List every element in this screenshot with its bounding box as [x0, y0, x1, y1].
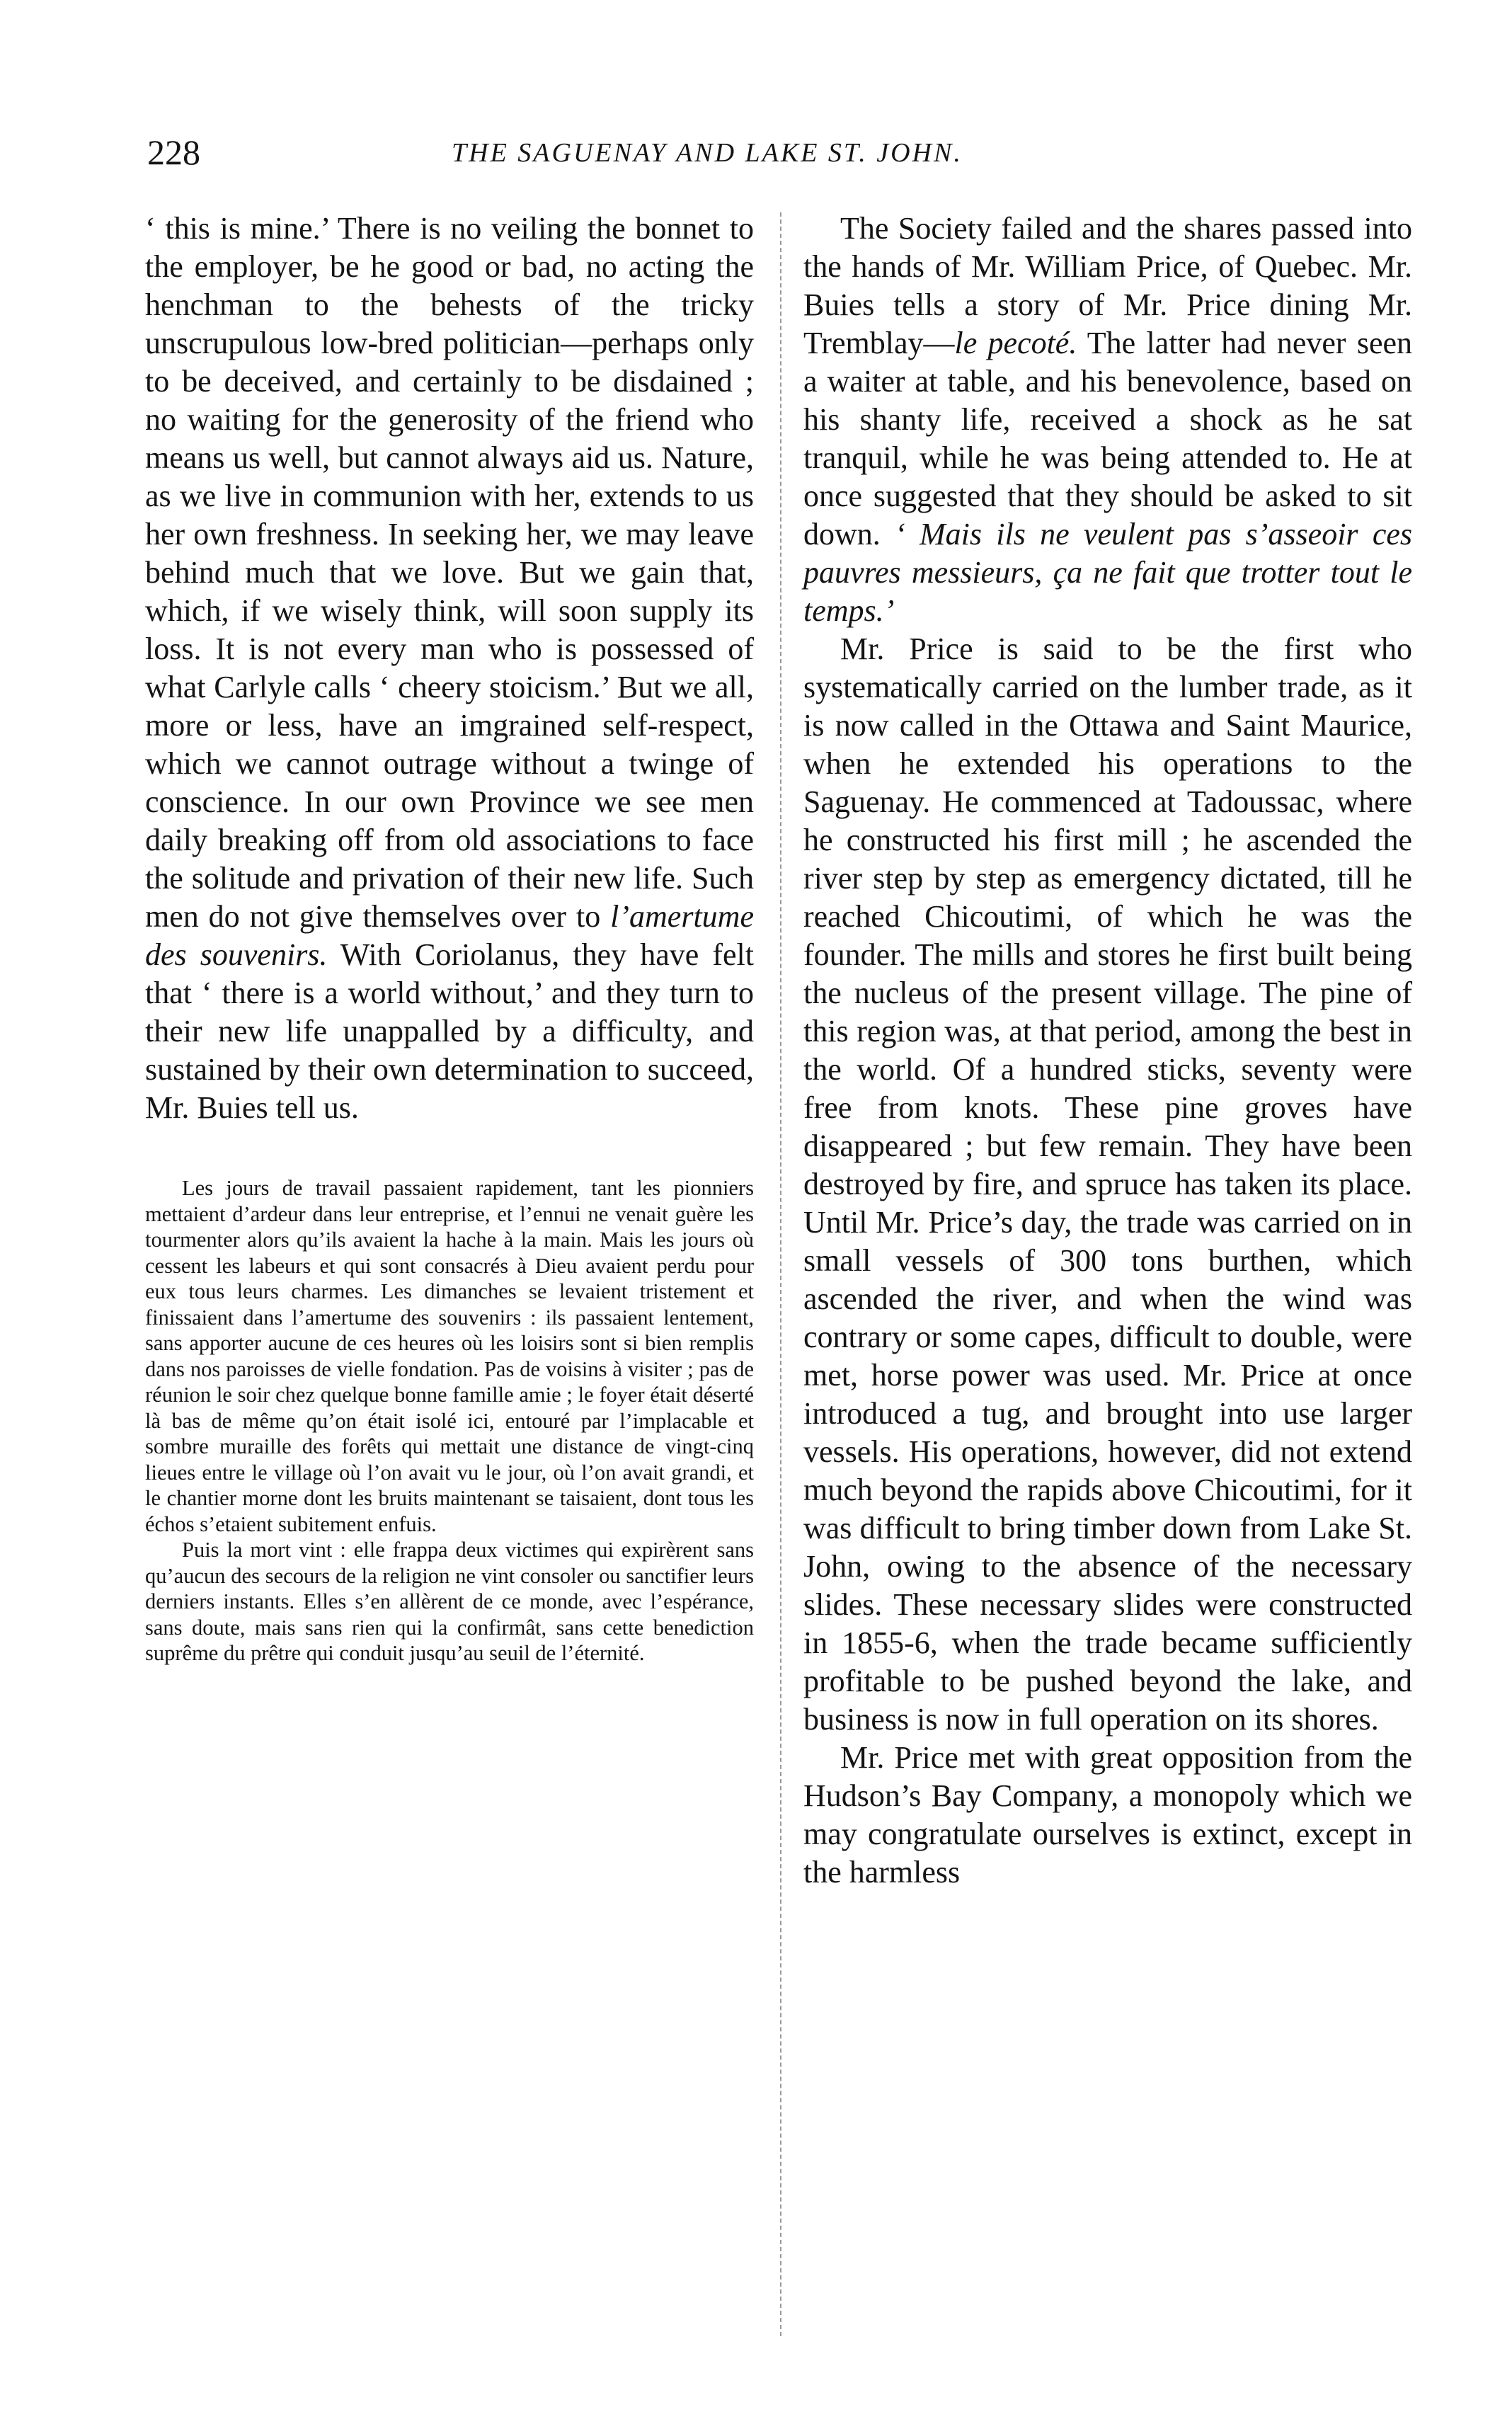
- right-paragraph-1-text-1: The Society failed and the shares passed into the hands of Mr. William Price, of Quebec. Mr. Buies tells a story of Mr. Price dining Mr. Tremblay—: [803, 211, 1412, 360]
- left-paragraph-text-1: ‘ this is mine.’ There is no veiling the bonnet to the employer, be he good or bad, no acting the henchman to the behests of the tricky unscrupulous low-bred politician—perhaps only to be deceived, and certainly to be disdained ; no waiting for the generosity of the friend who means us well, but cannot always aid us. Nature, as we live in communion with her, extends to us her own freshness. In seeking her, we may leave behind much that we love. But we gain that, which, if we wisely think, will soon supply its loss. It is not every man who is possessed of what Carlyle calls ‘ cheery stoicism.’ But we all, more or less, have an imgrained self-respect, which we cannot outrage without a twinge of conscience. In our own Province we see men daily breaking off from old associations to face the solitude and privation of their new life. Such men do not give themselves over to: [145, 211, 754, 934]
- running-title: THE SAGUENAY AND LAKE ST. JOHN.: [452, 138, 963, 168]
- right-body-text: [803, 210, 1412, 1892]
- right-paragraph-1-italic-1: le pecoté.: [954, 326, 1077, 360]
- right-paragraph-1: [803, 210, 1412, 630]
- left-paragraph: [145, 210, 754, 1127]
- right-paragraph-1-italic-2: ‘ Mais ils ne veulent pas s’asseoir ces pauvres messieurs, ça ne fait que trotter tout le temps.’: [803, 517, 1412, 628]
- right-paragraph-2: Mr. Price is said to be the first who systematically carried on the lumber trade, as it is now called in the Ottawa and Saint Maurice, when he extended his operations to the Saguenay. He commenced at Tadoussac, where he constructed his first mill ; he ascended the river step by step as emergency dictated, till he reached Chicoutimi, of which he was the founder. The mills and stores he first built being the nucleus of the present village. The pine of this region was, at that period, among the best in the world. Of a hundred sticks, seventy were free from knots. These pine groves have disappeared ; but few remain. They have been destroyed by fire, and spruce has taken its place. Until Mr. Price’s day, the trade was carried on in small vessels of 300 tons burthen, which ascended the river, and when the wind was contrary or some capes, difficult to double, were met, horse power was used. Mr. Price at once introduced a tug, and brought into use larger vessels. His operations, however, did not extend much beyond the rapids above Chicoutimi, for it was difficult to bring timber down from Lake St. John, owing to the absence of the necessary slides. These necessary slides were constructed in 1855-6, when the trade became sufficiently profitable to be pushed beyond the lake, and business is now in full operation on its shores.: [803, 631, 1412, 1737]
- quotation-paragraph-2: Puis la mort vint : elle frappa deux victimes qui expirèrent sans qu’aucun des secours de la religion ne vint consoler ou sanctifier leurs derniers instants. Elles s’en allèrent de ce monde, avec l’espérance, sans doute, mais sans rien qui la confirmât, sans cette benediction suprême du prêtre qui conduit jusqu’au seuil de l’éternité.: [145, 1538, 754, 1665]
- left-paragraph-italic: l’amertume des souvenirs.: [145, 899, 754, 972]
- french-quotation: [145, 1175, 754, 1667]
- page-header: [147, 132, 1436, 181]
- column-divider: [780, 212, 781, 2336]
- right-paragraph-3: Mr. Price met with great opposition from the Hudson’s Bay Company, a monopoly which we may congratulate ourselves is extinct, except in the harmless: [803, 1740, 1412, 1890]
- quotation-paragraph-1: Les jours de travail passaient rapidement, tant les pionniers mettaient d’ardeur dans leur entreprise, et l’ennui ne venait guère les tourmenter alors qu’ils avaient la hache à la main. Mais les jours où cessent les labeurs et qui sont consacrés à Dieu avaient perdu pour eux tous leurs charmes. Les dimanches se levaient tristement et finissaient dans l’amertume des souvenirs : ils passaient lentement, sans apporter aucune de ces heures où les loisirs sont si bien remplis dans nos paroisses de vielle fondation. Pas de voisins à visiter ; pas de réunion le soir chez quelque bonne famille amie ; le foyer était déserté là bas de même qu’on était isolé ici, entouré par l’implacable et sombre muraille des forêts qui mettait une distance de vingt-cinq lieues entre le village où l’on avait vu le jour, où l’on avait grandi, et le chantier morne dont les bruits maintenant se taisaient, dont tous les échos s’etaient subitement enfuis.: [145, 1176, 754, 1536]
- right-paragraph-1-text-2: The latter had never seen a waiter at table, and his benevolence, based on his shanty life, received a shock as he sat tranquil, while he was being attended to. He at once suggested that they should be asked to sit down.: [803, 326, 1412, 551]
- right-column: [803, 210, 1412, 1892]
- left-body-text: [145, 210, 754, 1127]
- left-paragraph-text-2: With Coriolanus, they have felt that ‘ there is a world without,’ and they turn to their new life unappalled by a difficulty, and sustained by their own determination to succeed, Mr. Buies tell us.: [145, 937, 755, 1125]
- page-number: 228: [147, 132, 200, 172]
- left-column: [145, 210, 754, 1667]
